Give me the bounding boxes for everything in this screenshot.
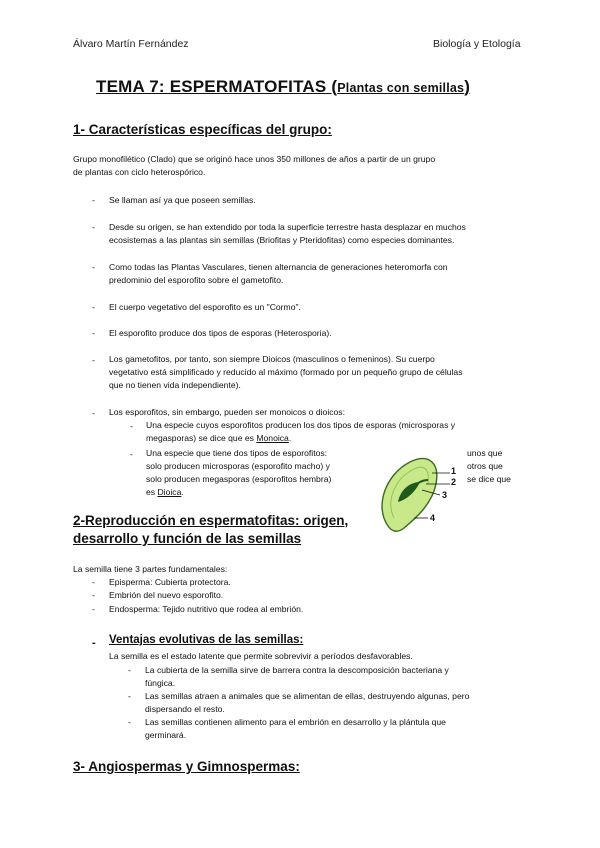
sub-bullet-text-right: se dice que xyxy=(467,474,511,484)
bullet-text: Los gametofitos, por tanto, son siempre Dioicos (masculinos o femeninos). Su cuerpo xyxy=(109,354,435,364)
part-dash: - xyxy=(92,604,95,614)
seed-part: Endosperma: Tejido nutritivo que rodea al embrión. xyxy=(109,604,304,614)
ventajas-dash: - xyxy=(92,637,96,649)
header-author: Álvaro Martín Fernández xyxy=(73,38,189,50)
section1-heading: 1- Características específicas del grupo: xyxy=(73,122,332,137)
bullet-dash: - xyxy=(92,328,95,338)
bullet-text: ecosistemas a las plantas sin semillas (Briofitas y Pteridofitas) como especies dominantes. xyxy=(109,235,455,245)
bullet-text: predominio del esporofito sobre el gametofito. xyxy=(109,275,284,285)
sub-bullet-text: solo producen megasporas (esporofitos hembra) xyxy=(146,474,332,484)
bullet-text: Los esporofitos, sin embargo, pueden ser monoicos o dioicos: xyxy=(109,407,345,417)
bullet-dash: - xyxy=(92,222,95,232)
term-monoica: Monoica xyxy=(256,433,289,443)
ventaja-text: Las semillas contienen alimento para el embrión en desarrollo y la plántula que xyxy=(145,717,446,727)
page-title xyxy=(96,77,470,97)
part-dash: - xyxy=(92,577,95,587)
punct: . xyxy=(288,433,292,443)
figure-label-1: 1 xyxy=(451,466,457,476)
bullet-dash: - xyxy=(92,408,95,418)
seed-diagram xyxy=(370,444,470,542)
ventaja-text: dispersando el resto. xyxy=(145,704,225,714)
bullet-dash: - xyxy=(92,302,95,312)
bullet-text: Como todas las Plantas Vasculares, tienen alternancia de generaciones heteromorfa con xyxy=(109,262,448,272)
sub-bullet-text-part: es xyxy=(146,487,158,497)
section3-heading: 3- Angiospermas y Gimnospermas: xyxy=(73,759,300,774)
sub-bullet-text xyxy=(146,486,184,499)
bullet-dash: - xyxy=(92,355,95,365)
sub-bullet-text-right: unos que xyxy=(467,448,503,458)
header-subject: Biología y Etología xyxy=(433,38,521,50)
bullet-dash: - xyxy=(92,262,95,272)
ventaja-dash: - xyxy=(128,691,131,701)
term-dioica: Dioica xyxy=(157,487,182,497)
bullet-text: Se llaman así ya que poseen semillas. xyxy=(109,195,256,205)
title-main: TEMA 7: ESPERMATOFITAS ( xyxy=(96,77,338,96)
ventaja-text: fúngica. xyxy=(145,678,176,688)
title-close: ) xyxy=(464,77,471,96)
bullet-text: El cuerpo vegetativo del esporofito es un "Cormo". xyxy=(109,302,301,312)
ventajas-heading: Ventajas evolutivas de las semillas: xyxy=(109,634,304,646)
ventaja-text: La cubierta de la semilla sirve de barrera contra la descomposición bacteriana y xyxy=(145,665,449,675)
sub-bullet-text: Una especie que tiene dos tipos de esporofitos: xyxy=(146,448,328,458)
section1-intro-line: de plantas con ciclo heterospórico. xyxy=(73,167,206,177)
title-sub: Plantas con semillas xyxy=(337,81,465,95)
sub-bullet-text-right: otros que xyxy=(467,461,503,471)
ventajas-intro: La semilla es el estado latente que permite sobrevivir a períodos desfavorables. xyxy=(109,651,413,661)
ventaja-dash: - xyxy=(128,665,131,675)
figure-label-4: 4 xyxy=(430,513,436,523)
seed-part: Episperma: Cubierta protectora. xyxy=(109,577,231,587)
bullet-dash: - xyxy=(92,195,95,205)
figure-label-3: 3 xyxy=(442,490,448,500)
ventaja-dash: - xyxy=(128,717,131,727)
sub-bullet-text xyxy=(146,432,291,445)
sub-bullet-dash: - xyxy=(130,449,133,459)
part-dash: - xyxy=(92,590,95,600)
bullet-text: vegetativo está simplificado y reducido al máximo (formado por un pequeño grupo de células xyxy=(109,367,463,377)
seed-part: Embrión del nuevo esporofito. xyxy=(109,590,224,600)
sub-bullet-text-part: megasporas) se dice que es xyxy=(146,433,257,443)
sub-bullet-text: Una especie cuyos esporofitos producen los dos tipos de esporas (microsporas y xyxy=(146,420,456,430)
sub-bullet-dash: - xyxy=(130,421,133,431)
bullet-text: que no tienen vida independiente). xyxy=(109,380,241,390)
ventaja-text: germinará. xyxy=(145,730,187,740)
ventaja-text: Las semillas atraen a animales que se alimentan de ellas, destruyendo algunas, pero xyxy=(145,691,470,701)
bullet-text: Desde su origen, se han extendido por toda la superficie terrestre hasta desplazar en muchos xyxy=(109,222,466,232)
punct: . xyxy=(181,487,184,497)
section1-intro-line: Grupo monofilético (Clado) que se originó hace unos 350 millones de años a partir de un grupo xyxy=(73,154,436,164)
bullet-text: El esporofito produce dos tipos de esporas (Heterosporia). xyxy=(109,328,332,338)
section2-intro: La semilla tiene 3 partes fundamentales: xyxy=(73,564,228,574)
section2-heading: 2-Reproducción en espermatofitas: origen, xyxy=(73,513,349,528)
section2-heading: desarrollo y función de las semillas xyxy=(73,531,302,546)
sub-bullet-text: solo producen microsporas (esporofito macho) y xyxy=(146,461,330,471)
figure-label-2: 2 xyxy=(451,477,457,487)
